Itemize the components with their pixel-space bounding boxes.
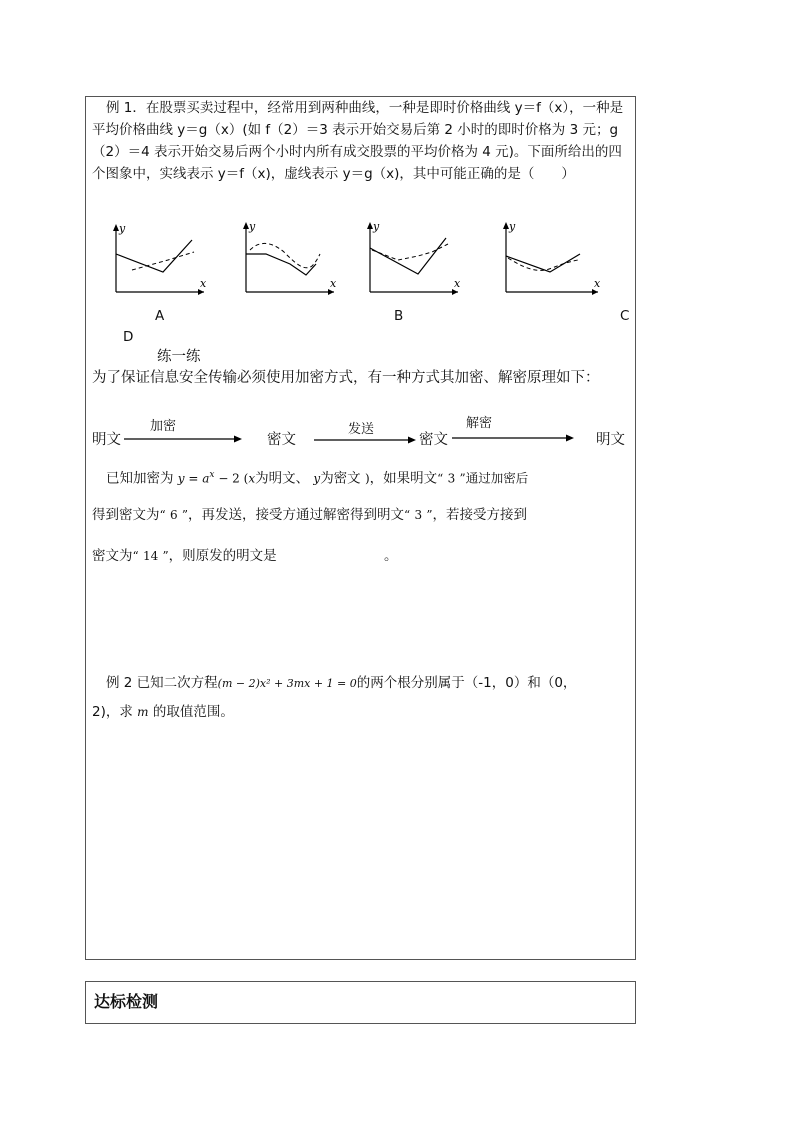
axis-label-x: x [594,277,601,290]
paren: ) [364,471,370,486]
option-d: D [123,329,134,345]
graph-a [108,222,208,302]
quote: “ [404,508,411,522]
axis-label-y: y [119,222,126,235]
flow-plaintext-1: 明文 [92,432,121,448]
section-title: 达标检测 [94,992,159,1011]
practice-line1 [106,464,528,490]
practice-intro: 为了保证信息安全传输必须使用加密方式，有一种方式其加密、解密原理如下： [92,370,600,386]
axis-label-y: y [249,220,256,233]
axis-label-x: x [200,277,207,290]
formula-exponent: x [209,470,215,480]
text: ，如果明文 [369,470,438,487]
solid-line [370,238,446,274]
value-6: 6 [169,508,178,522]
flow-encrypt-label: 加密 [150,419,177,434]
quote: “ [437,471,444,486]
flow-arrow-1 [124,434,244,444]
flow-plaintext-2: 明文 [596,432,625,448]
flow-send-label: 发送 [348,422,375,437]
dashed-line [508,258,578,270]
value-14: 14 [142,549,159,563]
axis-label-x: x [330,277,337,290]
solid-line [246,254,316,275]
axis-label-x: x [454,277,461,290]
quote: “ [159,508,166,522]
value-3: 3 [414,508,423,522]
example2-line1 [106,672,576,695]
graph-b [238,220,338,300]
flow-ciphertext-1: 密文 [267,432,296,448]
formula-x: x [248,471,256,486]
text: 的两个根分别属于（-1，0）和（0， [356,675,577,691]
dashed-line [372,244,448,260]
axis-label-y: y [509,220,516,233]
axis-label-y: y [373,220,380,233]
quote: ” [426,508,433,522]
practice-line3 [92,545,277,567]
text: 例 2 已知二次方程 [106,675,218,691]
quote: ” [181,508,189,522]
option-b: B [394,308,404,324]
text: ，再发送，接受方通过解密得到明文 [188,507,405,523]
flow-arrow-2 [314,435,420,445]
text: 通过加密后 [465,470,529,486]
text: 为密文 [320,470,361,487]
practice-line2 [92,504,527,526]
option-a: A [155,308,165,324]
quadratic-formula: (m − 2)x² + 3mx + 1 = 0 [217,677,357,690]
example1-paragraph: 例 1．在股票买卖过程中，经常用到两种曲线，一种是即时价格曲线 y＝f（x），一种是平均价格曲线 y＝g（x）(如 f（2）＝3 表示开始交易后第 2 小时的即时价格为 3 元；g（2）＝4 表示开始交易后两个小时内所有成交股票的平均价格为 4 元)。下面所给出的四个图象中，实线表示 y＝f（x)，虚线表示 y＝g（x)，其中可能正确的是（ ） [92,100,624,182]
quote: ” [162,549,169,563]
practice-title: 练一练 [157,349,201,365]
assessment-box [85,981,636,1024]
formula-y: y = a [177,471,210,486]
quote: “ [132,549,139,563]
dashed-line [132,252,194,270]
graph-c [362,220,462,300]
text: ，则原发的明文是 [168,548,277,564]
option-c: C [620,308,630,324]
text: 为明文、 [255,470,310,487]
text: ，若接受方接到 [432,507,528,523]
text: 2)，求 [92,704,133,720]
dashed-line [250,243,320,267]
text: 得到密文为 [92,507,160,523]
graph-d [498,220,601,300]
flow-decrypt-label: 解密 [466,416,493,431]
flow-ciphertext-2: 密文 [419,432,448,448]
answer-blank-end: 。 [384,548,398,564]
quote: ” [459,471,466,486]
text: 密文为 [92,548,133,564]
var-m: m [137,705,149,719]
text: 的取值范围。 [152,704,234,720]
value-3: 3 [447,471,456,486]
flow-arrow-3 [452,433,578,443]
formula-minus: − 2 ( [214,471,249,486]
var-y: y [313,471,321,486]
example2-line2 [92,701,234,723]
text: 已知加密为 [106,470,174,487]
